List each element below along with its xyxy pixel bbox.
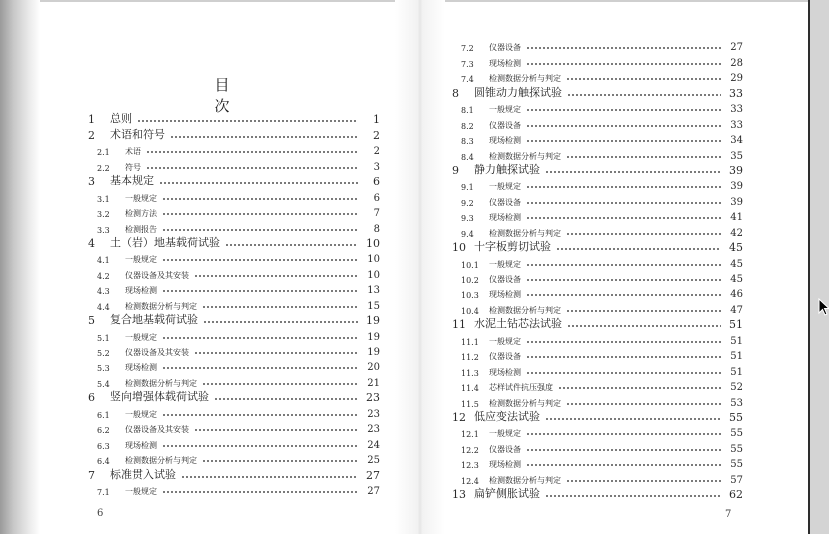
toc-entry-page: 6 — [373, 175, 380, 189]
toc-entry-number: 2.2 — [97, 163, 110, 173]
toc-entry-page: 35 — [730, 150, 743, 162]
toc-section-entry[interactable] — [452, 100, 743, 115]
toc-section-entry[interactable] — [452, 38, 743, 53]
toc-leader-dots — [526, 264, 721, 266]
toc-leader-dots — [526, 47, 721, 49]
toc-entry-number: 8.4 — [461, 152, 474, 162]
toc-entry-page: 45 — [730, 274, 743, 285]
toc-leader-dots — [162, 213, 358, 215]
toc-entry-page: 19 — [367, 331, 380, 343]
toc-leader-dots — [194, 352, 358, 354]
toc-entry-number: 13 — [452, 488, 466, 502]
toc-chapter-entry[interactable] — [88, 235, 380, 250]
toc-section-entry[interactable] — [88, 219, 380, 234]
toc-entry-page: 20 — [367, 362, 380, 374]
toc-section-entry[interactable] — [452, 455, 743, 470]
toc-entry-label: 一般规定 — [125, 255, 157, 265]
toc-section-entry[interactable] — [452, 53, 743, 68]
toc-entry-number: 2.1 — [97, 148, 110, 158]
toc-section-entry[interactable] — [88, 327, 380, 342]
toc-entry-number: 5.2 — [97, 349, 110, 358]
toc-leader-dots — [545, 495, 721, 497]
toc-entry-label: 一般规定 — [125, 486, 157, 496]
toc-entry-page: 19 — [366, 314, 380, 328]
toc-entry-page: 10 — [367, 269, 380, 281]
toc-entry-number: 10.2 — [461, 276, 479, 285]
toc-entry-label: 检测数据分析与判定 — [489, 228, 561, 238]
toc-entry-label: 检测数据分析与判定 — [489, 475, 561, 485]
toc-entry-page: 7 — [373, 208, 380, 220]
toc-entry-page: 23 — [367, 408, 380, 420]
toc-entry-label: 现场检测 — [125, 363, 157, 373]
toc-section-entry[interactable] — [452, 131, 743, 146]
toc-section-entry[interactable] — [88, 482, 380, 497]
toc-leader-dots — [202, 383, 358, 385]
toc-entry-page: 39 — [729, 163, 743, 177]
toc-entry-label: 现场检测 — [125, 286, 157, 296]
toc-entry-page: 2 — [373, 146, 380, 158]
toc-entry-page: 23 — [366, 391, 380, 405]
toc-entry-number: 10 — [452, 241, 466, 255]
toc-leader-dots — [181, 476, 358, 478]
toc-leader-dots — [526, 464, 721, 466]
toc-entry-page: 33 — [730, 104, 743, 116]
toc-title: 目 次 — [214, 76, 256, 115]
toc-entry-number: 6.2 — [97, 426, 110, 436]
toc-entry-number: 9.1 — [461, 183, 474, 193]
toc-entry-label: 低应变法试验 — [474, 409, 540, 423]
toc-entry-number: 11.5 — [461, 399, 479, 409]
toc-entry-page: 39 — [730, 196, 743, 208]
toc-entry-number: 6.3 — [97, 441, 110, 451]
toc-entry-page: 51 — [730, 366, 743, 378]
toc-entry-number: 5 — [88, 314, 95, 328]
toc-entry-page: 47 — [730, 304, 743, 316]
toc-entry-label: 检测数据分析与判定 — [489, 151, 561, 161]
toc-entry-page: 10 — [366, 236, 380, 250]
toc-leader-dots — [526, 279, 721, 281]
toc-section-entry[interactable] — [452, 300, 743, 315]
toc-entry-label: 检测数据分析与判定 — [489, 74, 561, 84]
toc-section-entry[interactable] — [88, 157, 380, 172]
toc-leader-dots — [214, 398, 358, 400]
mouse-pointer-icon — [818, 298, 829, 316]
toc-section-entry[interactable] — [88, 188, 380, 203]
toc-entry-number: 11.3 — [461, 368, 479, 378]
toc-entry-label: 仪器设备及其安装 — [125, 425, 189, 435]
toc-leader-dots — [545, 171, 721, 173]
toc-entry-label: 一般规定 — [489, 336, 521, 346]
toc-entry-label: 检测数据分析与判定 — [125, 456, 197, 466]
toc-entry-label: 仪器设备及其安装 — [125, 270, 189, 280]
toc-leader-dots — [203, 321, 358, 323]
toc-entry-page: 34 — [730, 135, 743, 147]
toc-entry-number: 4 — [88, 236, 95, 250]
toc-section-entry[interactable] — [452, 115, 743, 130]
toc-entry-page: 28 — [730, 57, 743, 69]
toc-entry-page: 52 — [730, 382, 743, 394]
toc-leader-dots — [566, 78, 721, 80]
toc-section-entry[interactable] — [452, 378, 743, 393]
toc-entry-number: 1 — [88, 113, 95, 127]
toc-entry-number: 10.1 — [461, 260, 479, 270]
toc-leader-dots — [567, 94, 721, 96]
toc-leader-dots — [162, 491, 358, 493]
toc-entry-label: 仪器设备 — [489, 197, 521, 207]
toc-leader-dots — [162, 337, 358, 339]
toc-chapter-entry[interactable] — [452, 84, 743, 99]
toc-entry-label: 仪器设备及其安装 — [125, 348, 189, 357]
toc-section-entry[interactable] — [452, 439, 743, 454]
toc-entry-number: 2 — [88, 128, 95, 142]
toc-leader-dots — [526, 202, 721, 204]
toc-section-entry[interactable] — [88, 343, 380, 358]
toc-entry-label: 现场检测 — [489, 460, 521, 470]
toc-entry-number: 12.2 — [461, 445, 479, 455]
toc-entry-page: 41 — [730, 212, 743, 224]
toc-entry-number: 9.3 — [461, 214, 474, 224]
toc-entry-label: 检测数据分析与判定 — [489, 305, 561, 315]
toc-entry-number: 6.4 — [97, 457, 110, 467]
toc-entry-label: 圆锥动力触探试验 — [474, 85, 562, 99]
toc-section-entry[interactable] — [452, 208, 743, 223]
toc-section-entry[interactable] — [88, 358, 380, 373]
toc-right-column — [452, 38, 743, 501]
toc-entry-number: 7.3 — [461, 59, 474, 69]
toc-entry-number: 9.2 — [461, 198, 474, 208]
toc-entry-label: 符号 — [125, 162, 141, 172]
toc-leader-dots — [567, 325, 721, 327]
toc-leader-dots — [526, 140, 721, 142]
toc-entry-label: 仪器设备 — [489, 43, 521, 53]
toc-entry-page: 27 — [367, 485, 380, 497]
toc-leader-dots — [556, 248, 721, 250]
toc-leader-dots — [566, 233, 721, 235]
toc-section-entry[interactable] — [88, 204, 380, 219]
toc-entry-number: 9.4 — [461, 229, 474, 239]
toc-entry-page: 45 — [729, 241, 743, 255]
toc-entry-number: 4.1 — [97, 256, 110, 266]
toc-section-entry[interactable] — [452, 424, 743, 439]
toc-leader-dots — [162, 198, 358, 200]
toc-entry-page: 55 — [730, 459, 743, 471]
toc-leader-dots — [137, 120, 358, 122]
toc-section-entry[interactable] — [452, 470, 743, 485]
toc-entry-label: 一般规定 — [489, 259, 521, 269]
toc-entry-number: 12 — [452, 410, 466, 424]
toc-leader-dots — [566, 156, 721, 158]
toc-chapter-entry[interactable] — [452, 316, 743, 331]
toc-entry-page: 15 — [367, 300, 380, 312]
toc-section-entry[interactable] — [452, 223, 743, 238]
toc-entry-page: 29 — [730, 73, 743, 85]
toc-entry-page: 19 — [367, 347, 380, 358]
toc-section-entry[interactable] — [452, 347, 743, 362]
toc-entry-label: 竖向增强体载荷试验 — [110, 390, 209, 404]
toc-entry-number: 7 — [88, 468, 95, 482]
toc-entry-page: 55 — [730, 428, 743, 440]
toc-entry-number: 8.3 — [461, 137, 474, 147]
toc-section-entry[interactable] — [88, 142, 380, 157]
toc-entry-number: 12.1 — [461, 430, 479, 440]
toc-entry-label: 现场检测 — [489, 213, 521, 223]
toc-entry-label: 现场检测 — [489, 136, 521, 146]
toc-chapter-entry[interactable] — [452, 486, 743, 501]
toc-entry-label: 标准贯入试验 — [110, 467, 176, 481]
toc-entry-page: 51 — [730, 351, 743, 363]
toc-leader-dots — [202, 306, 358, 308]
toc-entry-number: 12.3 — [461, 461, 479, 471]
toc-section-entry[interactable] — [88, 451, 380, 466]
toc-leader-dots — [162, 229, 358, 231]
toc-leader-dots — [526, 341, 721, 343]
toc-section-entry[interactable] — [452, 285, 743, 300]
toc-entry-label: 现场检测 — [489, 58, 521, 68]
toc-entry-page: 46 — [730, 289, 743, 301]
toc-entry-label: 基本规定 — [110, 174, 154, 188]
toc-section-entry[interactable] — [452, 69, 743, 84]
toc-left-column — [88, 111, 380, 497]
toc-entry-page: 51 — [729, 318, 743, 332]
viewer-background — [810, 0, 829, 534]
toc-entry-page: 21 — [367, 377, 380, 389]
toc-section-entry[interactable] — [452, 270, 743, 285]
toc-leader-dots — [545, 418, 721, 420]
toc-leader-dots — [526, 433, 721, 435]
toc-entry-label: 检测报告 — [125, 224, 157, 234]
toc-chapter-entry[interactable] — [88, 466, 380, 481]
toc-leader-dots — [526, 372, 721, 374]
toc-section-entry[interactable] — [88, 435, 380, 450]
toc-entry-number: 3.1 — [97, 194, 110, 204]
toc-leader-dots — [159, 182, 358, 184]
toc-entry-page: 1 — [373, 113, 380, 127]
toc-leader-dots — [526, 109, 721, 111]
toc-leader-dots — [162, 259, 358, 261]
toc-entry-label: 检测数据分析与判定 — [489, 398, 561, 408]
toc-entry-number: 11 — [452, 318, 466, 332]
toc-leader-dots — [526, 217, 721, 219]
toc-leader-dots — [162, 290, 358, 292]
toc-entry-number: 11.2 — [461, 353, 479, 363]
toc-entry-number: 10.3 — [461, 291, 479, 301]
right-page-number: 7 — [725, 509, 732, 520]
toc-leader-dots — [566, 403, 721, 405]
toc-section-entry[interactable] — [452, 331, 743, 346]
toc-chapter-entry[interactable] — [88, 389, 380, 404]
toc-section-entry[interactable] — [88, 265, 380, 280]
toc-entry-page: 39 — [730, 181, 743, 193]
toc-entry-number: 6 — [88, 391, 95, 405]
toc-entry-number: 3.3 — [97, 225, 110, 235]
toc-entry-label: 术语 — [125, 147, 141, 157]
toc-entry-page: 51 — [730, 335, 743, 347]
toc-section-entry[interactable] — [452, 192, 743, 207]
toc-entry-number: 4.2 — [97, 271, 110, 281]
toc-entry-number: 12.4 — [461, 476, 479, 486]
toc-leader-dots — [558, 387, 721, 389]
toc-entry-number: 7.1 — [97, 487, 110, 497]
toc-leader-dots — [526, 125, 721, 127]
toc-entry-label: 仪器设备 — [489, 352, 521, 362]
toc-entry-number: 5.3 — [97, 364, 110, 374]
toc-entry-page: 27 — [366, 468, 380, 482]
toc-leader-dots — [526, 449, 721, 451]
toc-entry-page: 55 — [730, 443, 743, 455]
toc-entry-label: 现场检测 — [125, 440, 157, 450]
toc-entry-label: 一般规定 — [125, 409, 157, 419]
toc-entry-number: 11.4 — [461, 384, 479, 394]
toc-entry-page: 3 — [373, 161, 380, 173]
toc-entry-label: 检测数据分析与判定 — [125, 378, 197, 388]
toc-entry-page: 42 — [730, 227, 743, 239]
toc-entry-page: 25 — [367, 455, 380, 467]
toc-entry-page: 55 — [729, 410, 743, 424]
toc-entry-label: 仪器设备 — [489, 120, 521, 130]
toc-entry-number: 8.1 — [461, 106, 474, 116]
toc-entry-label: 现场检测 — [489, 367, 521, 377]
toc-entry-page: 6 — [373, 192, 380, 204]
toc-chapter-entry[interactable] — [452, 409, 743, 424]
toc-leader-dots — [194, 275, 358, 277]
toc-section-entry[interactable] — [452, 362, 743, 377]
toc-section-entry[interactable] — [88, 296, 380, 311]
toc-entry-page: 27 — [730, 42, 743, 54]
toc-entry-number: 9 — [452, 163, 459, 177]
toc-entry-label: 术语和符号 — [110, 127, 165, 141]
toc-leader-dots — [202, 460, 358, 462]
toc-entry-label: 检测方法 — [125, 209, 157, 219]
toc-entry-number: 5.4 — [97, 379, 110, 389]
toc-entry-label: 仪器设备 — [489, 275, 521, 284]
toc-entry-label: 一般规定 — [125, 332, 157, 342]
toc-section-entry[interactable] — [452, 177, 743, 192]
toc-entry-label: 一般规定 — [489, 182, 521, 192]
toc-section-entry[interactable] — [88, 404, 380, 419]
toc-leader-dots — [194, 429, 358, 431]
toc-leader-dots — [526, 186, 721, 188]
toc-leader-dots — [162, 367, 358, 369]
toc-leader-dots — [566, 310, 721, 312]
toc-leader-dots — [146, 167, 358, 169]
toc-entry-label: 总则 — [110, 112, 132, 126]
toc-section-entry[interactable] — [452, 146, 743, 161]
toc-entry-number: 7.2 — [461, 44, 474, 54]
toc-section-entry[interactable] — [88, 373, 380, 388]
toc-entry-page: 23 — [367, 424, 380, 436]
toc-leader-dots — [162, 414, 358, 416]
toc-entry-label: 一般规定 — [125, 193, 157, 203]
toc-entry-number: 7.4 — [461, 75, 474, 85]
toc-chapter-entry[interactable] — [88, 111, 380, 126]
toc-entry-label: 现场检测 — [489, 290, 521, 300]
toc-entry-label: 仪器设备 — [489, 444, 521, 454]
toc-entry-label: 扁铲侧胀试验 — [474, 487, 540, 501]
toc-leader-dots — [526, 294, 721, 296]
toc-entry-label: 一般规定 — [489, 105, 521, 115]
toc-entry-page: 45 — [730, 258, 743, 270]
toc-entry-label: 水泥土钻芯法试验 — [474, 317, 562, 331]
toc-entry-label: 芯样试件抗压强度 — [489, 383, 553, 393]
toc-entry-label: 检测数据分析与判定 — [125, 301, 197, 311]
toc-entry-page: 33 — [730, 119, 743, 131]
toc-entry-page: 2 — [373, 128, 380, 142]
toc-entry-number: 4.3 — [97, 287, 110, 297]
toc-leader-dots — [162, 445, 358, 447]
toc-entry-label: 十字板剪切试验 — [474, 240, 551, 254]
toc-entry-page: 10 — [367, 254, 380, 266]
toc-entry-page: 8 — [373, 223, 380, 235]
toc-chapter-entry[interactable] — [452, 239, 743, 254]
toc-section-entry[interactable] — [452, 393, 743, 408]
toc-leader-dots — [225, 244, 358, 246]
toc-section-entry[interactable] — [88, 250, 380, 265]
toc-chapter-entry[interactable] — [88, 126, 380, 141]
toc-leader-dots — [146, 151, 358, 153]
left-page-number: 6 — [97, 508, 104, 519]
toc-entry-label: 静力触探试验 — [474, 162, 540, 176]
toc-entry-page: 13 — [367, 285, 380, 297]
toc-entry-number: 4.4 — [97, 302, 110, 312]
toc-entry-label: 土（岩）地基载荷试验 — [110, 235, 220, 249]
toc-entry-number: 8 — [452, 86, 459, 100]
toc-entry-page: 33 — [729, 86, 743, 100]
toc-leader-dots — [170, 136, 358, 138]
toc-entry-page: 53 — [730, 397, 743, 409]
toc-entry-number: 10.4 — [461, 306, 479, 316]
toc-chapter-entry[interactable] — [88, 312, 380, 327]
book-spine — [395, 0, 445, 534]
toc-leader-dots — [566, 480, 721, 482]
toc-entry-page: 24 — [367, 439, 380, 451]
toc-section-entry[interactable] — [452, 254, 743, 269]
toc-entry-number: 11.1 — [461, 337, 479, 347]
toc-entry-number: 5.1 — [97, 333, 110, 343]
toc-section-entry[interactable] — [88, 281, 380, 296]
toc-entry-number: 3.2 — [97, 210, 110, 220]
toc-entry-page: 62 — [729, 488, 743, 502]
toc-entry-number: 3 — [88, 175, 95, 189]
toc-leader-dots — [526, 63, 721, 65]
toc-chapter-entry[interactable] — [88, 173, 380, 188]
toc-section-entry[interactable] — [88, 420, 380, 435]
toc-chapter-entry[interactable] — [452, 162, 743, 177]
toc-entry-label: 复合地基载荷试验 — [110, 313, 198, 327]
toc-entry-number: 6.1 — [97, 410, 110, 420]
scan-left-shadow — [0, 0, 40, 534]
toc-entry-number: 8.2 — [461, 121, 474, 131]
toc-leader-dots — [526, 356, 721, 358]
toc-entry-page: 57 — [730, 474, 743, 486]
toc-entry-label: 一般规定 — [489, 429, 521, 439]
